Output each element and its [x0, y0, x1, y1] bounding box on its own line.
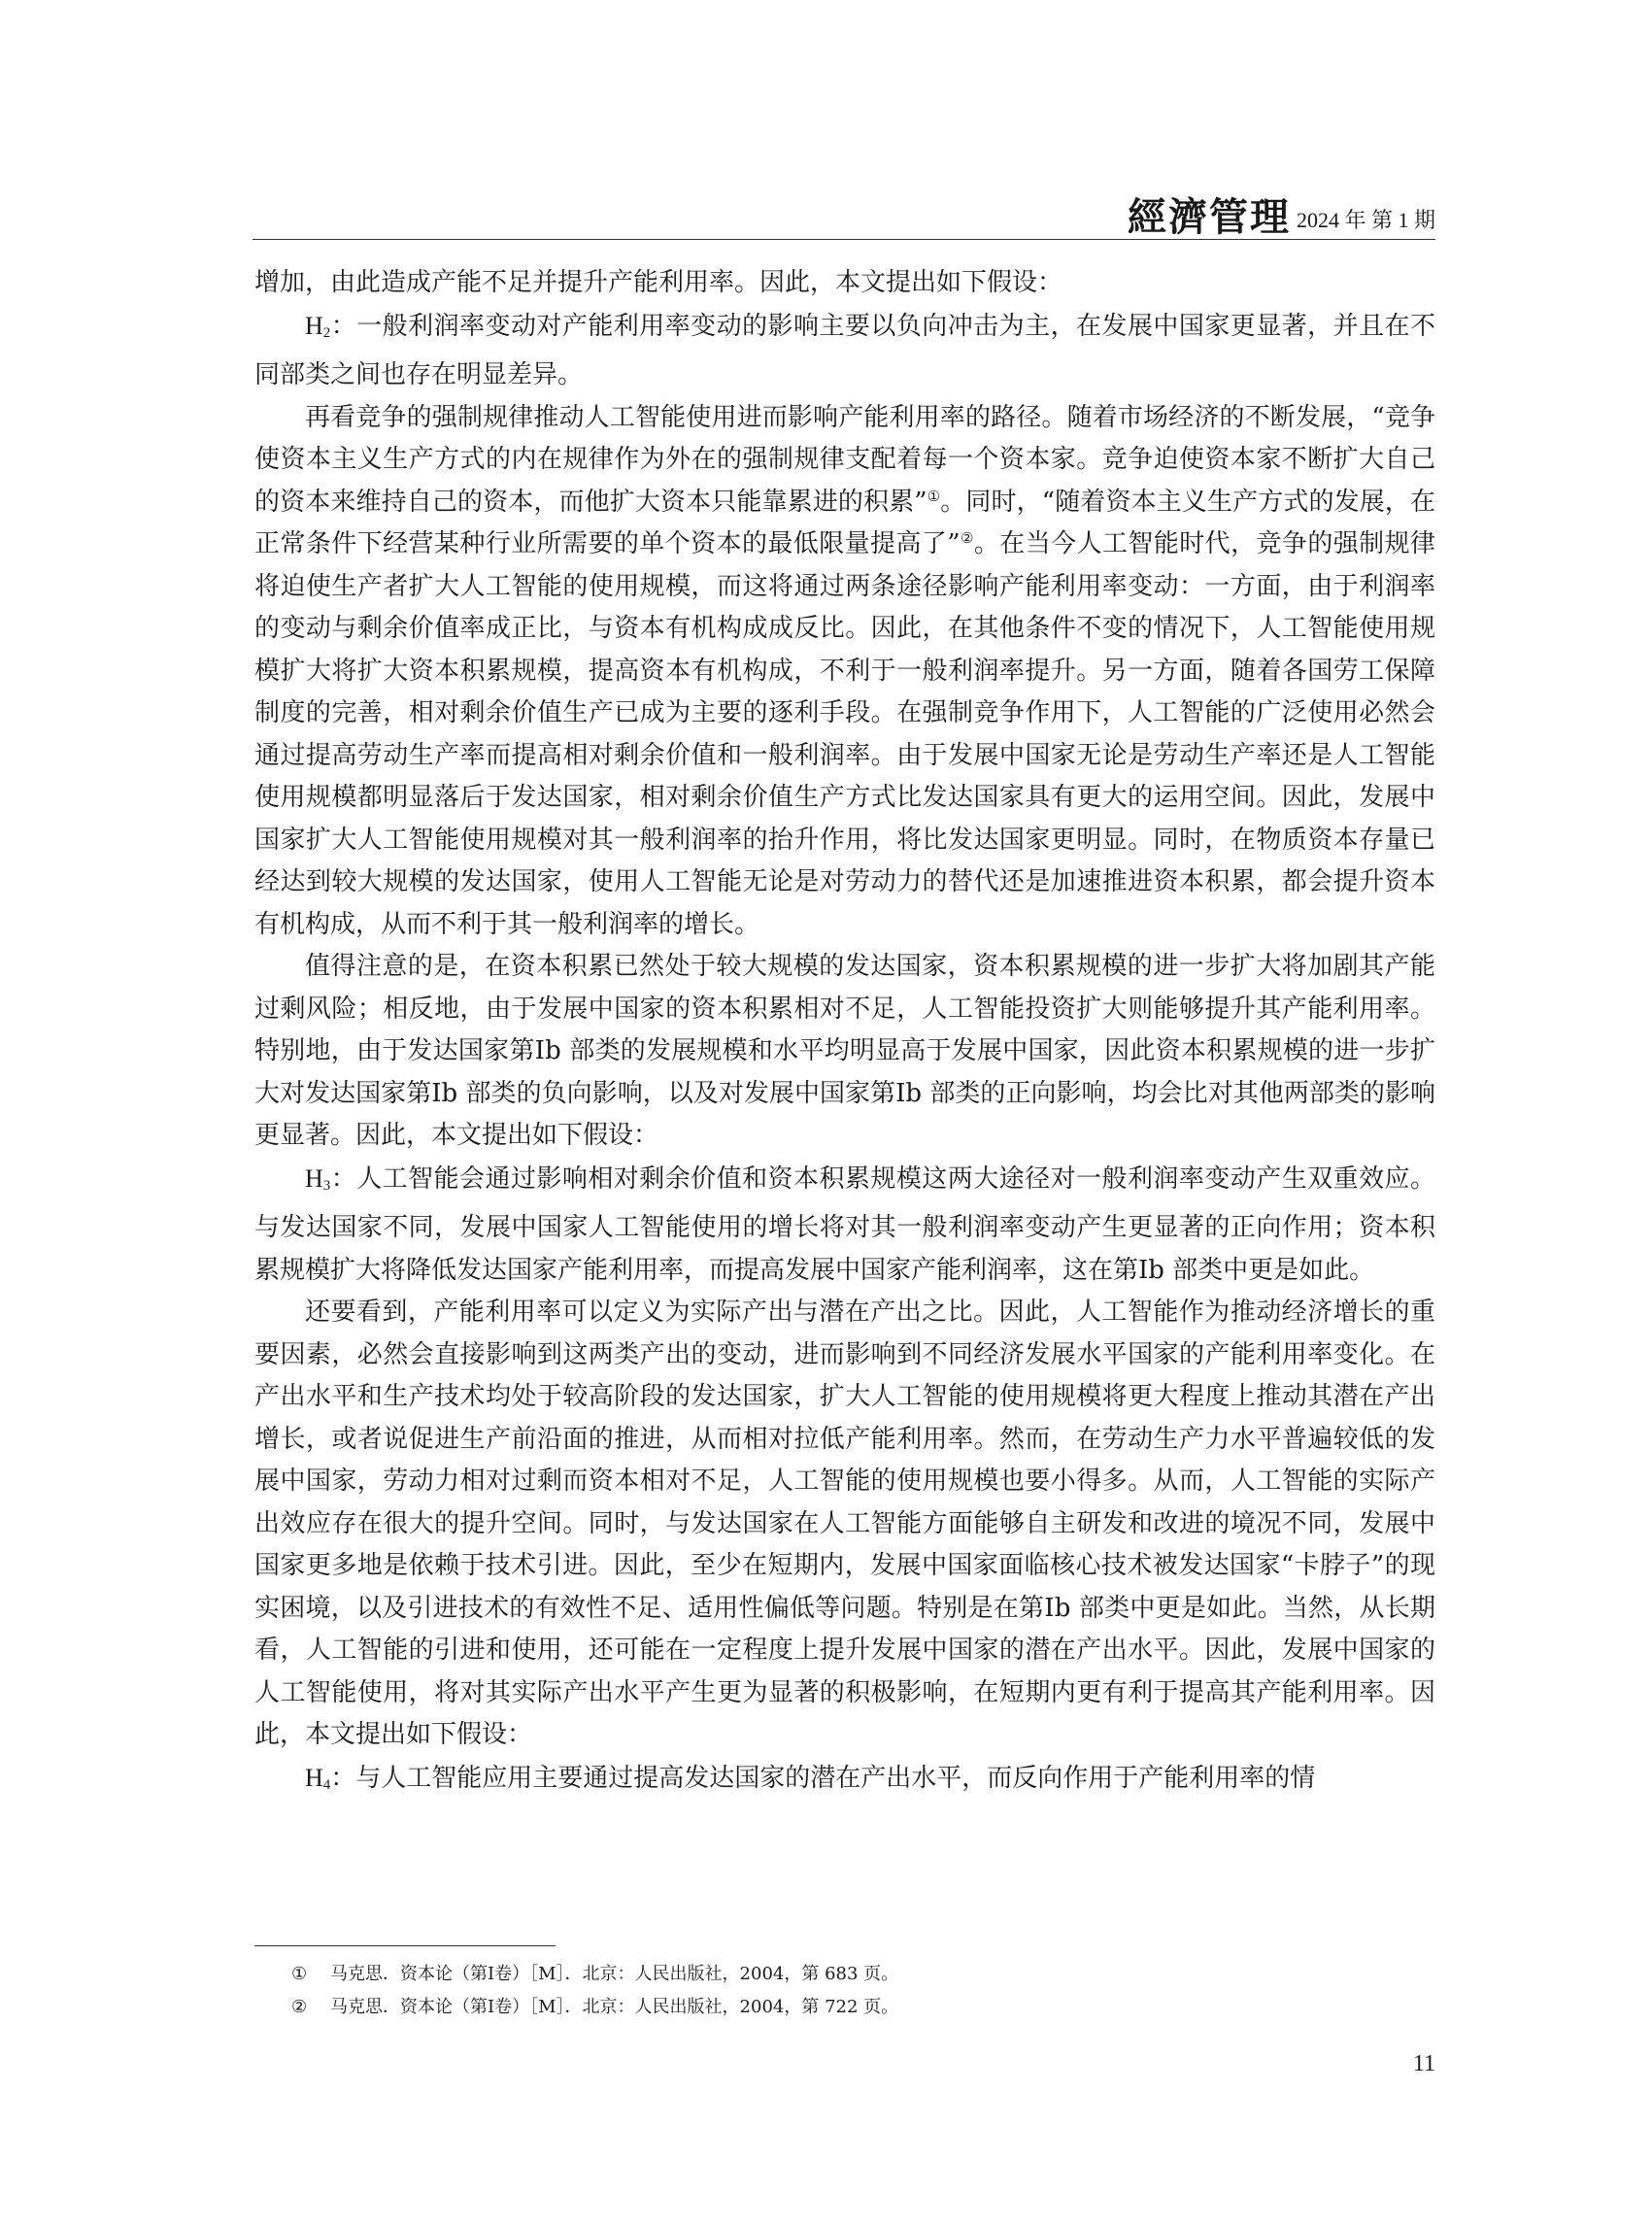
hypothesis-h2: $H_2$：一般利润率变动对产能利用率变动的影响主要以负向冲击为主，在发展中国家更显著，并且在不同部类之间也存在明显差异。 [254, 311, 1435, 389]
journal-name: 經濟管理 [1127, 194, 1291, 240]
header-rule [253, 239, 1435, 240]
footnote-item [291, 1958, 1360, 1991]
footnote-text: 马克思．资本论（第Ⅰ卷）［M］．北京：人民出版社，2004，第 722 页。 [330, 1997, 899, 2017]
issue-info: 2024 年 第 1 期 [1296, 208, 1435, 233]
hypothesis-label: $H_4$ [305, 1763, 331, 1793]
body-text [254, 262, 1435, 1806]
paragraph-capital-accumulation: 值得注意的是，在资本积累已然处于较大规模的发达国家，资本积累规模的进一步扩大将加剧其产能过剩风险；相反地，由于发展中国家的资本积累相对不足，人工智能投资扩大则能够提升其产能利用率。特别地，由于发达国家第Ⅰb 部类的发展规模和水平均明显高于发展中国家，因此资本积累规模的进一步扩大对发达国家第Ⅰb 部类的负向影响，以及对发展中国家第Ⅰb 部类的正向影响，均会比对其他两部类的影响更显著。因此，本文提出如下假设： [254, 952, 1435, 1150]
hypothesis-label: $H_2$ [305, 311, 331, 341]
page-number: 11 [1412, 2051, 1435, 2076]
paragraph-continuation: 增加，由此造成产能不足并提升产能利用率。因此，本文提出如下假设： [254, 268, 1063, 297]
footnote-text: 马克思．资本论（第Ⅰ卷）［M］．北京：人民出版社，2004，第 683 页。 [330, 1964, 899, 1984]
footnote-mark: ① [291, 1964, 308, 1984]
footnote-ref-2[interactable]: ② [960, 529, 974, 547]
footnote-rule [254, 1945, 556, 1946]
hypothesis-h3: $H_3$：人工智能会通过影响相对剩余价值和资本积累规模这两大途径对一般利润率变动产生双重效应。与发达国家不同，发展中国家人工智能使用的增长将对其一般利润率变动产生更显著的正向作用；资本积累规模扩大将降低发达国家产能利用率，而提高发展中国家产能利润率，这在第Ⅰb 部类中更是如此。 [254, 1164, 1435, 1285]
hypothesis-h4: $H_4$：与人工智能应用主要通过提高发达国家的潜在产出水平，而反向作用于产能利用率的情 [305, 1763, 1316, 1793]
footnote-item [291, 1991, 1360, 2024]
paragraph-capacity-utilization: 还要看到，产能利用率可以定义为实际产出与潜在产出之比。因此，人工智能作为推动经济增长的重要因素，必然会直接影响到这两类产出的变动，进而影响到不同经济发展水平国家的产能利用率变化。在产出水平和生产技术均处于较高阶段的发达国家，扩大人工智能的使用规模将更大程度上推动其潜在产出增长，或者说促进生产前沿面的推进，从而相对拉低产能利用率。然而，在劳动生产力水平普遍较低的发展中国家，劳动力相对过剩而资本相对不足，人工智能的使用规模也要小得多。从而，人工智能的实际产出效应存在很大的提升空间。同时，与发达国家在人工智能方面能够自主研发和改进的境况不同，发展中国家更多地是依赖于技术引进。因此，至少在短期内，发展中国家面临核心技术被发达国家“卡脖子”的现实困境，以及引进技术的有效性不足、适用性偏低等问题。特别是在第Ⅰb 部类中更是如此。当然，从长期看，人工智能的引进和使用，还可能在一定程度上提升发展中国家的潜在产出水平。因此，发展中国家的人工智能使用，将对其实际产出水平产生更为显著的积极影响，在短期内更有利于提高其产能利用率。因此，本文提出如下假设： [254, 1298, 1435, 1749]
paragraph-competition: 再看竞争的强制规律推动人工智能使用进而影响产能利用率的路径。随着市场经济的不断发展，“竞争使资本主义生产方式的内在规律作为外在的强制规律支配着每一个资本家。竞争迫使资本家不断扩大自己的资本来维持自己的资本，而他扩大资本只能靠累进的积累”①。同时，“随着资本主义生产方式的发展，在正常条件下经营某种行业所需要的单个资本的最低限量提高了”②。在当今人工智能时代，竞争的强制规律将迫使生产者扩大人工智能的使用规模，而这将通过两条途径影响产能利用率变动：一方面，由于利润率的变动与剩余价值率成正比，与资本有机构成成反比。因此，在其他条件不变的情况下，人工智能使用规模扩大将扩大资本积累规模，提高资本有机构成，不利于一般利润率提升。另一方面，随着各国劳工保障制度的完善，相对剩余价值生产已成为主要的逐利手段。在强制竞争作用下，人工智能的广泛使用必然会通过提高劳动生产率而提高相对剩余价值和一般利润率。由于发展中国家无论是劳动生产率还是人工智能使用规模都明显落后于发达国家，相对剩余价值生产方式比发达国家具有更大的运用空间。因此，发展中国家扩大人工智能使用规模对其一般利润率的抬升作用，将比发达国家更明显。同时，在物质资本存量已经达到较大规模的发达国家，使用人工智能无论是对劳动力的替代还是加速推进资本积累，都会提升资本有机构成，从而不利于其一般利润率的增长。 [254, 402, 1435, 939]
hypothesis-label: $H_3$ [305, 1164, 331, 1194]
footnote-mark: ② [291, 1997, 308, 2017]
footnote-ref-1[interactable]: ① [927, 487, 941, 505]
footnotes [291, 1958, 1360, 2024]
running-header [253, 190, 1435, 240]
